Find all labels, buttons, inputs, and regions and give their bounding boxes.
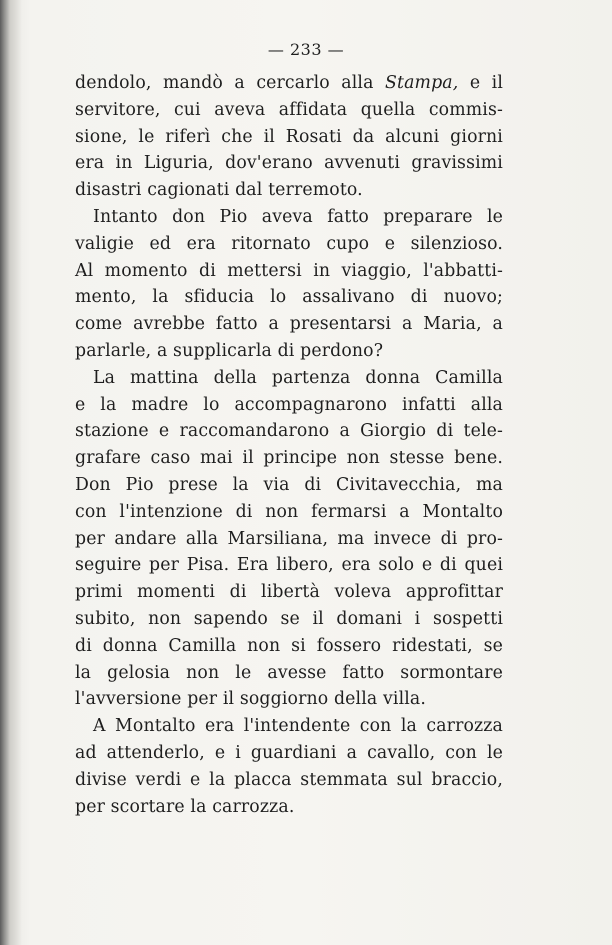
text-line bbox=[75, 177, 503, 204]
text-line bbox=[75, 204, 503, 231]
text-line bbox=[75, 365, 503, 392]
text-line bbox=[75, 392, 503, 419]
text-line-segment: era in Liguria, dov'erano avvenuti gravissimi bbox=[75, 153, 503, 174]
text-line bbox=[75, 258, 503, 285]
text-line-segment: A Montalto era l'intendente con la carrozza bbox=[93, 716, 503, 737]
text-line-segment: Don Pio prese la via di Civitavecchia, ma bbox=[75, 474, 503, 495]
text-line bbox=[75, 311, 503, 338]
text-line bbox=[75, 579, 503, 606]
body-text bbox=[75, 70, 503, 820]
text-line bbox=[75, 767, 503, 794]
text-line-segment: mento, la sfiducia lo assalivano di nuovo; bbox=[75, 287, 503, 308]
text-line bbox=[75, 284, 503, 311]
text-line bbox=[75, 686, 503, 713]
text-line-segment: stazione e raccomandarono a Giorgio di tele- bbox=[75, 421, 503, 442]
text-line-segment: e il bbox=[458, 73, 503, 93]
text-line-segment: ad attenderlo, e i guardiani a cavallo, con le bbox=[75, 742, 503, 763]
text-line-segment: parlarle, a supplicarla di perdono? bbox=[75, 340, 384, 361]
text-line-segment: servitore, cui aveva affidata quella commis- bbox=[75, 99, 503, 120]
text-line bbox=[75, 606, 503, 633]
text-line-segment: Intanto don Pio aveva fatto preparare le bbox=[93, 206, 503, 227]
text-line bbox=[75, 552, 503, 579]
text-line bbox=[75, 660, 503, 687]
text-line bbox=[75, 231, 503, 258]
text-line-segment: grafare caso mai il principe non stesse bene. bbox=[75, 448, 503, 469]
text-line bbox=[75, 418, 503, 445]
text-line-segment: dendolo, mandò a cercarlo alla bbox=[75, 73, 385, 93]
text-line bbox=[75, 713, 503, 740]
text-line bbox=[75, 97, 503, 124]
text-line bbox=[75, 338, 503, 365]
text-line-segment: con l'intenzione di non fermarsi a Montalto bbox=[75, 501, 503, 522]
text-line bbox=[75, 794, 503, 821]
binding-shadow bbox=[0, 0, 22, 945]
text-line bbox=[75, 472, 503, 499]
text-line bbox=[75, 526, 503, 553]
text-line-segment: primi momenti di libertà voleva approfittar bbox=[75, 582, 503, 603]
text-line-segment: l'avversione per il soggiorno della villa. bbox=[75, 689, 427, 710]
italic-title: Stampa, bbox=[385, 73, 459, 93]
text-line bbox=[75, 499, 503, 526]
text-line bbox=[75, 150, 503, 177]
text-line bbox=[75, 70, 503, 97]
text-line bbox=[75, 124, 503, 151]
text-line-segment: valigie ed era ritornato cupo e silenzioso. bbox=[75, 233, 503, 254]
text-line bbox=[75, 445, 503, 472]
text-line-segment: sione, le riferì che il Rosati da alcuni giorni bbox=[75, 126, 503, 147]
text-line-segment: disastri cagionati dal terremoto. bbox=[75, 180, 363, 201]
text-line-segment: la gelosia non le avesse fatto sormontare bbox=[75, 662, 503, 683]
text-line-segment: come avrebbe fatto a presentarsi a Maria, a bbox=[75, 314, 503, 335]
text-line-segment: subito, non sapendo se il domani i sospetti bbox=[75, 608, 503, 629]
text-line-segment: e la madre lo accompagnarono infatti alla bbox=[75, 394, 503, 415]
text-line-segment: di donna Camilla non si fossero ridestati, se bbox=[75, 635, 503, 656]
page-number: — 233 — bbox=[267, 40, 345, 59]
text-line-segment: La mattina della partenza donna Camilla bbox=[93, 367, 503, 388]
text-line-segment: per andare alla Marsiliana, ma invece di pro- bbox=[75, 528, 503, 549]
text-line-segment: seguire per Pisa. Era libero, era solo e di quei bbox=[75, 555, 503, 576]
text-line bbox=[75, 633, 503, 660]
text-line-segment: divise verdi e la placca stemmata sul braccio, bbox=[75, 769, 503, 790]
text-line-segment: Al momento di mettersi in viaggio, l'abbatti- bbox=[75, 260, 503, 281]
text-line bbox=[75, 740, 503, 767]
text-line-segment: per scortare la carrozza. bbox=[75, 796, 295, 817]
